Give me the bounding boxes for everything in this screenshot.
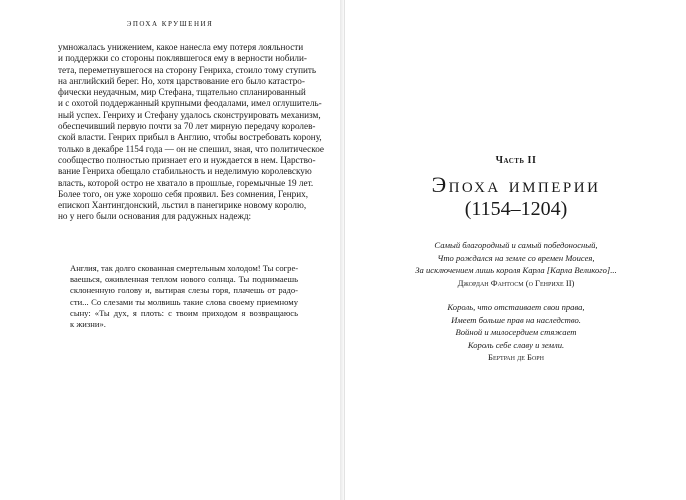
text-line: сообщество полностью признает его и нуждается в нем. Царство- <box>58 154 316 165</box>
running-head: ЭПОХА КРУШЕНИЯ <box>126 20 214 28</box>
text-line: ваешься, оживленная теплом нового солнца. Ты поднимаешь <box>70 274 298 285</box>
epigraph-line: Войной и милосердием стяжает <box>455 327 577 337</box>
text-line: Англия, так долго скованная смертельным холодом! Ты согре- <box>70 263 299 273</box>
epigraph-line: Имеет больше прав на наследство. <box>451 314 581 325</box>
text-line: власть, которой остро не хватало в прошлые, горемычные 19 лет. <box>58 177 314 188</box>
text-line: епископ Хантингдонский, льстил в панегирике новому королю, <box>58 200 307 211</box>
part-years: (1154–1204) <box>464 198 568 220</box>
part-label: Часть II <box>495 155 537 166</box>
body-text <box>58 42 324 223</box>
text-line: ный успех. Генриху и Стефану удалось сконструировать механизм, <box>58 109 321 120</box>
text-line: вание Генриха обещало стабильность и неделимую королевскую <box>58 166 312 177</box>
left-page <box>0 0 341 500</box>
epigraph-line: Самый благородный и самый победоносный, <box>434 240 598 250</box>
text-line: и с охотой поддержанный крупными феодалами, имел оглушитель- <box>58 98 322 109</box>
text-line: и поддержки со стороны поклявшегося ему в верности нобили- <box>58 53 307 64</box>
epigraph-line: За исключением лишь короля Карла [Карла Великого]... <box>415 265 617 275</box>
text-line: обеспечивший первую почти за 70 лет мирную передачу королев- <box>58 121 316 132</box>
text-line: склоненную голову и, вытирая слезы горя, плачешь от радо- <box>70 285 298 296</box>
right-page <box>344 0 686 500</box>
text-line: тета, переметнувшегося на сторону Генриха, стоило тому ступить <box>58 64 317 75</box>
epigraph-author: Джордан Фантосм (о Генрихе II) <box>457 277 575 288</box>
text-line: фически неудачным, мир Стефана, тщательно спланированный <box>58 87 306 98</box>
epigraph-1 <box>345 239 686 364</box>
text-line: Более того, он уже хорошо себя проявил. Без сомнения, Генрих, <box>58 188 309 199</box>
text-line: сыну: «Ты дух, я плоть: с твоим приходом я возвращаюсь <box>70 307 298 318</box>
text-line: умножалась унижением, какое нанесла ему потеря лояльности <box>58 42 304 52</box>
text-line: только в декабре 1154 года — он не спешил, зная, что политическое <box>58 143 324 154</box>
text-line: к жизни». <box>70 319 106 330</box>
text-line: сти... Со слезами ты молвишь такие слова своему приемному <box>70 296 298 307</box>
text-line: ской власти. Генрих прибыл в Англию, чтобы востребовать корону, <box>58 132 322 143</box>
text-line: но у него были основания для радужных надежд: <box>58 211 252 222</box>
epigraph-line: Что рождался на земле со времен Моисея, <box>437 252 595 263</box>
block-quote <box>70 263 298 330</box>
text-line: на английский берег. Но, хотя царствование его было катастро- <box>58 75 305 86</box>
part-title: Эпоха империи <box>431 172 601 197</box>
epigraph-author: Бертран де Борн <box>488 352 544 362</box>
epigraph-line: Король, что отстаивает свои права, <box>447 302 585 312</box>
epigraph-line: Король себе славу и земли. <box>467 339 565 350</box>
